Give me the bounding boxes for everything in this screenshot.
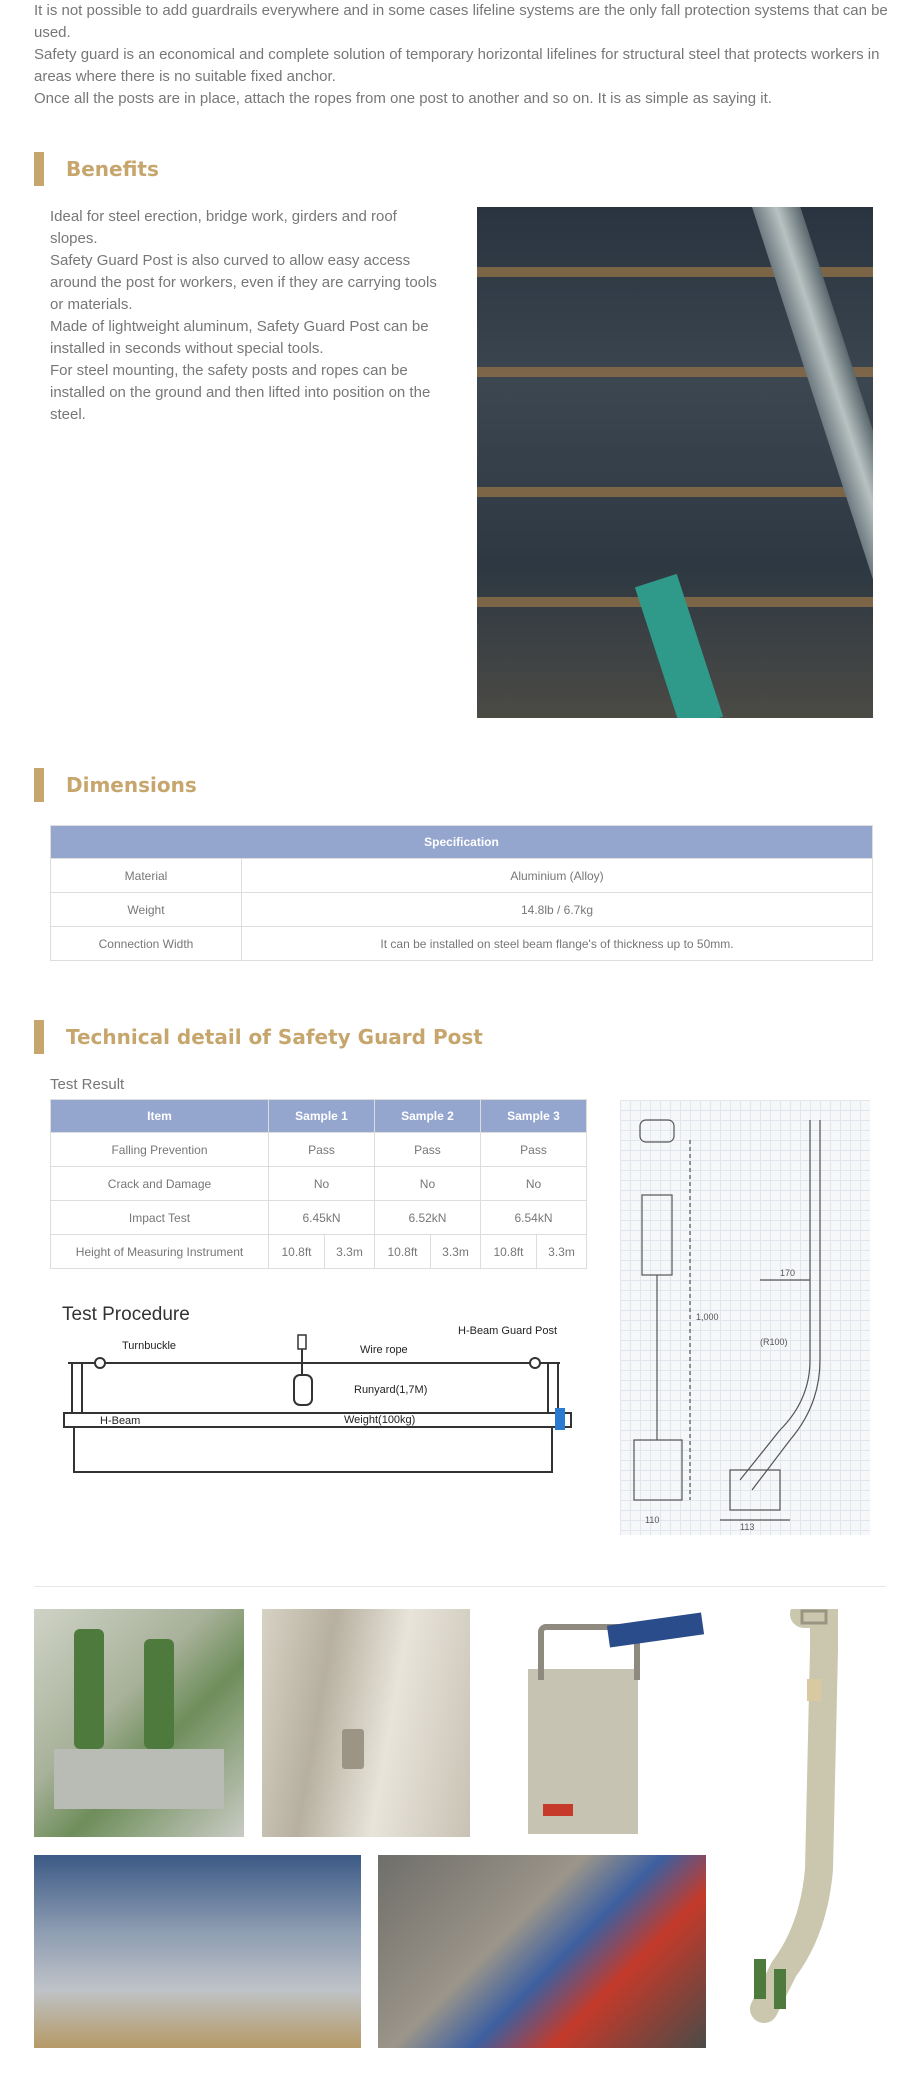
benefits-heading	[34, 152, 159, 186]
crane-arm	[752, 207, 873, 718]
test-procedure-diagram	[60, 1320, 590, 1480]
sample-cell: 6.54kN	[480, 1201, 586, 1235]
col-header: Item	[51, 1100, 269, 1133]
dimension-label: 170	[780, 1268, 796, 1278]
table-row	[51, 893, 873, 927]
test-result-table	[50, 1099, 587, 1269]
sample-cell: 10.8ft	[269, 1235, 325, 1269]
sample-cell: 3.3m	[536, 1235, 586, 1269]
dimension-label: 1,000	[696, 1312, 719, 1322]
row-label: Weight	[51, 893, 242, 927]
benefit-line: Safety Guard Post is also curved to allow easy access around the post for workers, even if they are carrying tools or materials.	[50, 252, 437, 313]
guard-post-label: H-Beam Guard Post	[458, 1325, 558, 1337]
sample-cell: 6.52kN	[374, 1201, 480, 1235]
construction-site-photo	[477, 207, 873, 718]
col-header: Sample 1	[269, 1100, 375, 1133]
row-label: Material	[51, 859, 242, 893]
table-row	[51, 1235, 587, 1269]
benefits-list	[50, 206, 445, 426]
item-cell: Impact Test	[51, 1201, 269, 1235]
stacked-posts-photo	[34, 1855, 361, 2048]
dimension-label: 110	[645, 1515, 660, 1525]
col-header: Sample 3	[480, 1100, 586, 1133]
spec-header: Specification	[51, 826, 873, 859]
test-result-label: Test Result	[50, 1076, 125, 1093]
dimension-label: 113	[740, 1522, 755, 1532]
item-cell: Falling Prevention	[51, 1133, 269, 1167]
divider	[34, 1586, 886, 1587]
technical-heading	[34, 1020, 483, 1054]
technical-drawing	[620, 1100, 870, 1535]
heading-accent-bar	[34, 1020, 44, 1054]
dimensions-title: Dimensions	[66, 773, 197, 797]
bending-machine-photo	[378, 1855, 706, 2048]
intro-text	[34, 0, 894, 110]
full-post-photo	[724, 1609, 874, 2035]
weight-label: Weight(100kg)	[344, 1414, 416, 1426]
sample-cell: 3.3m	[431, 1235, 481, 1269]
dimensions-table	[50, 825, 873, 961]
sample-cell: 10.8ft	[374, 1235, 430, 1269]
sample-cell: No	[480, 1167, 586, 1201]
post-drawing	[620, 1100, 870, 1535]
turnbuckle-label: Turnbuckle	[122, 1340, 177, 1352]
sample-cell: No	[269, 1167, 375, 1201]
item-cell: Height of Measuring Instrument	[51, 1235, 269, 1269]
table-row	[51, 859, 873, 893]
benefit-line: For steel mounting, the safety posts and ropes can be installed on the ground and then lifted into position on the steel.	[50, 362, 431, 423]
sample-cell: Pass	[480, 1133, 586, 1167]
test-procedure-title: Test Procedure	[62, 1304, 190, 1325]
h-beam-label: H-Beam	[100, 1415, 141, 1427]
table-row	[51, 1167, 587, 1201]
row-value: 14.8lb / 6.7kg	[242, 893, 873, 927]
runyard-label: Runyard(1,7M)	[354, 1384, 428, 1396]
technical-title: Technical detail of Safety Guard Post	[66, 1025, 483, 1049]
row-value: It can be installed on steel beam flange's of thickness up to 50mm.	[242, 927, 873, 961]
guard-post-marker	[555, 1408, 565, 1430]
bolt-clamp-photo	[34, 1609, 244, 1837]
curved-post-closeup-photo	[262, 1609, 470, 1837]
table-row	[51, 1133, 587, 1167]
benefit-line: Made of lightweight aluminum, Safety Guard Post can be installed in seconds without special tools.	[50, 318, 429, 357]
item-cell: Crack and Damage	[51, 1167, 269, 1201]
benefit-line: Ideal for steel erection, bridge work, girders and roof slopes.	[50, 208, 397, 247]
wire-rope-label: Wire rope	[360, 1344, 408, 1356]
dimension-label: (R100)	[760, 1337, 788, 1347]
dimensions-heading	[34, 768, 197, 802]
intro-paragraph: Once all the posts are in place, attach the ropes from one post to another and so on. It is as simple as saying it.	[34, 90, 772, 107]
col-header: Sample 2	[374, 1100, 480, 1133]
table-row	[51, 927, 873, 961]
sample-cell: 3.3m	[325, 1235, 375, 1269]
row-value: Aluminium (Alloy)	[242, 859, 873, 893]
post-top-lanyard-photo	[488, 1609, 706, 1837]
intro-paragraph: Safety guard is an economical and complete solution of temporary horizontal lifelines for structural steel that protects workers in areas where there is no suitable fixed anchor.	[34, 46, 880, 85]
table-row	[51, 1201, 587, 1235]
row-label: Connection Width	[51, 927, 242, 961]
benefits-title: Benefits	[66, 157, 159, 181]
sample-cell: No	[374, 1167, 480, 1201]
intro-paragraph: It is not possible to add guardrails everywhere and in some cases lifeline systems are the only fall protection systems that can be used.	[34, 2, 888, 41]
sample-cell: 6.45kN	[269, 1201, 375, 1235]
sample-cell: 10.8ft	[480, 1235, 536, 1269]
heading-accent-bar	[34, 152, 44, 186]
heading-accent-bar	[34, 768, 44, 802]
sample-cell: Pass	[374, 1133, 480, 1167]
sample-cell: Pass	[269, 1133, 375, 1167]
